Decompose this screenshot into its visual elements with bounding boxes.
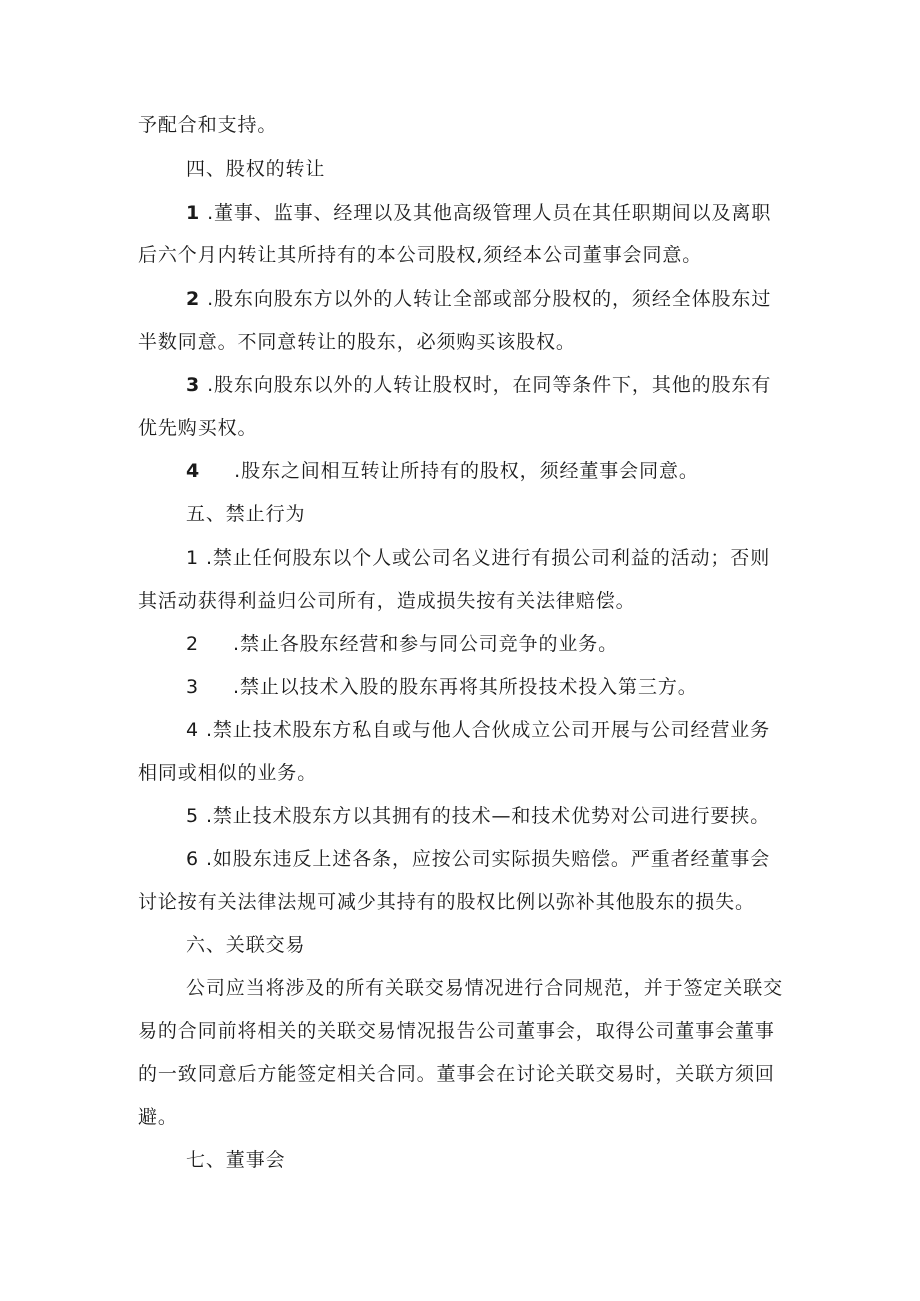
paragraph-6-line-1: 公司应当将涉及的所有关联交易情况进行合同规范，并于签定关联交 [186,977,784,999]
clause-text: .禁止技术股东方私自或与他人合伙成立公司开展与公司经营业务 [205,719,771,741]
clause-4-4-line-1 [186,458,699,484]
clause-4-2-line-1 [186,286,771,312]
clause-5-5-line-1 [186,803,770,829]
section-heading-6: 六、关联交易 [186,934,306,956]
clause-4-3-line-2: 优先购买权。 [138,417,258,439]
clause-number: 4 [186,460,201,482]
clause-5-1-line-1 [186,545,770,571]
clause-4-2-line-2: 半数同意。不同意转让的股东，必须购买该股权。 [138,331,576,353]
clause-5-6-line-2: 讨论按有关法律法规可减少其持有的股权比例以弥补其他股东的损失。 [138,891,755,913]
paragraph-6-line-2: 易的合同前将相关的关联交易情况报告公司董事会，取得公司董事会董事 [138,1020,775,1042]
clause-number: 3 [186,374,201,396]
clause-number: 6 [186,848,199,870]
section-heading-7: 七、董事会 [186,1149,286,1171]
clause-text: .禁止技术股东方以其拥有的技术—和技术优势对公司进行要挟。 [205,805,771,827]
clause-4-3-line-1 [186,372,771,398]
section-heading-5: 五、禁止行为 [186,503,306,525]
clause-4-1-line-1 [186,200,771,226]
clause-text: .禁止各股东经营和参与同公司竞争的业务。 [233,633,619,655]
clause-5-4-line-2: 相同或相似的业务。 [138,762,318,784]
paragraph-6-line-3: 的一致同意后方能签定相关合同。董事会在讨论关联交易时，关联方须回 [138,1063,775,1085]
clause-5-1-line-2: 其活动获得利益归公司所有，造成损失按有关法律赔偿。 [138,590,636,612]
clause-number: 1 [186,202,201,224]
section-heading-4: 四、股权的转让 [186,158,326,180]
clause-number: 5 [186,805,199,827]
clause-5-6-line-1 [186,846,770,872]
clause-text: .禁止以技术入股的股东再将其所投技术投入第三方。 [233,676,698,698]
clause-text: .禁止任何股东以个人或公司名义进行有损公司利益的活动；否则 [205,547,771,569]
clause-text: .股东向股东以外的人转让股权时，在同等条件下，其他的股东有 [207,374,772,396]
clause-number: 1 [186,547,199,569]
clause-number: 3 [186,676,199,698]
clause-text: .股东向股东方以外的人转让全部或部分股权的，须经全体股东过 [207,288,772,310]
clause-number: 4 [186,719,199,741]
clause-5-4-line-1 [186,717,770,743]
clause-5-3-line-1 [186,674,698,700]
clause-5-2-line-1 [186,631,618,657]
clause-4-1-line-2: 后六个月内转让其所持有的本公司股权,须经本公司董事会同意。 [138,244,703,266]
clause-text: .如股东违反上述各条，应按公司实际损失赔偿。严重者经董事会 [205,848,771,870]
paragraph-line: 予配合和支持。 [138,114,278,136]
clause-text: .股东之间相互转让所持有的股权，须经董事会同意。 [234,460,699,482]
clause-number: 2 [186,633,199,655]
paragraph-6-line-4: 避。 [138,1106,178,1128]
clause-text: .董事、监事、经理以及其他高级管理人员在其任职期间以及离职 [207,202,772,224]
clause-number: 2 [186,288,201,310]
